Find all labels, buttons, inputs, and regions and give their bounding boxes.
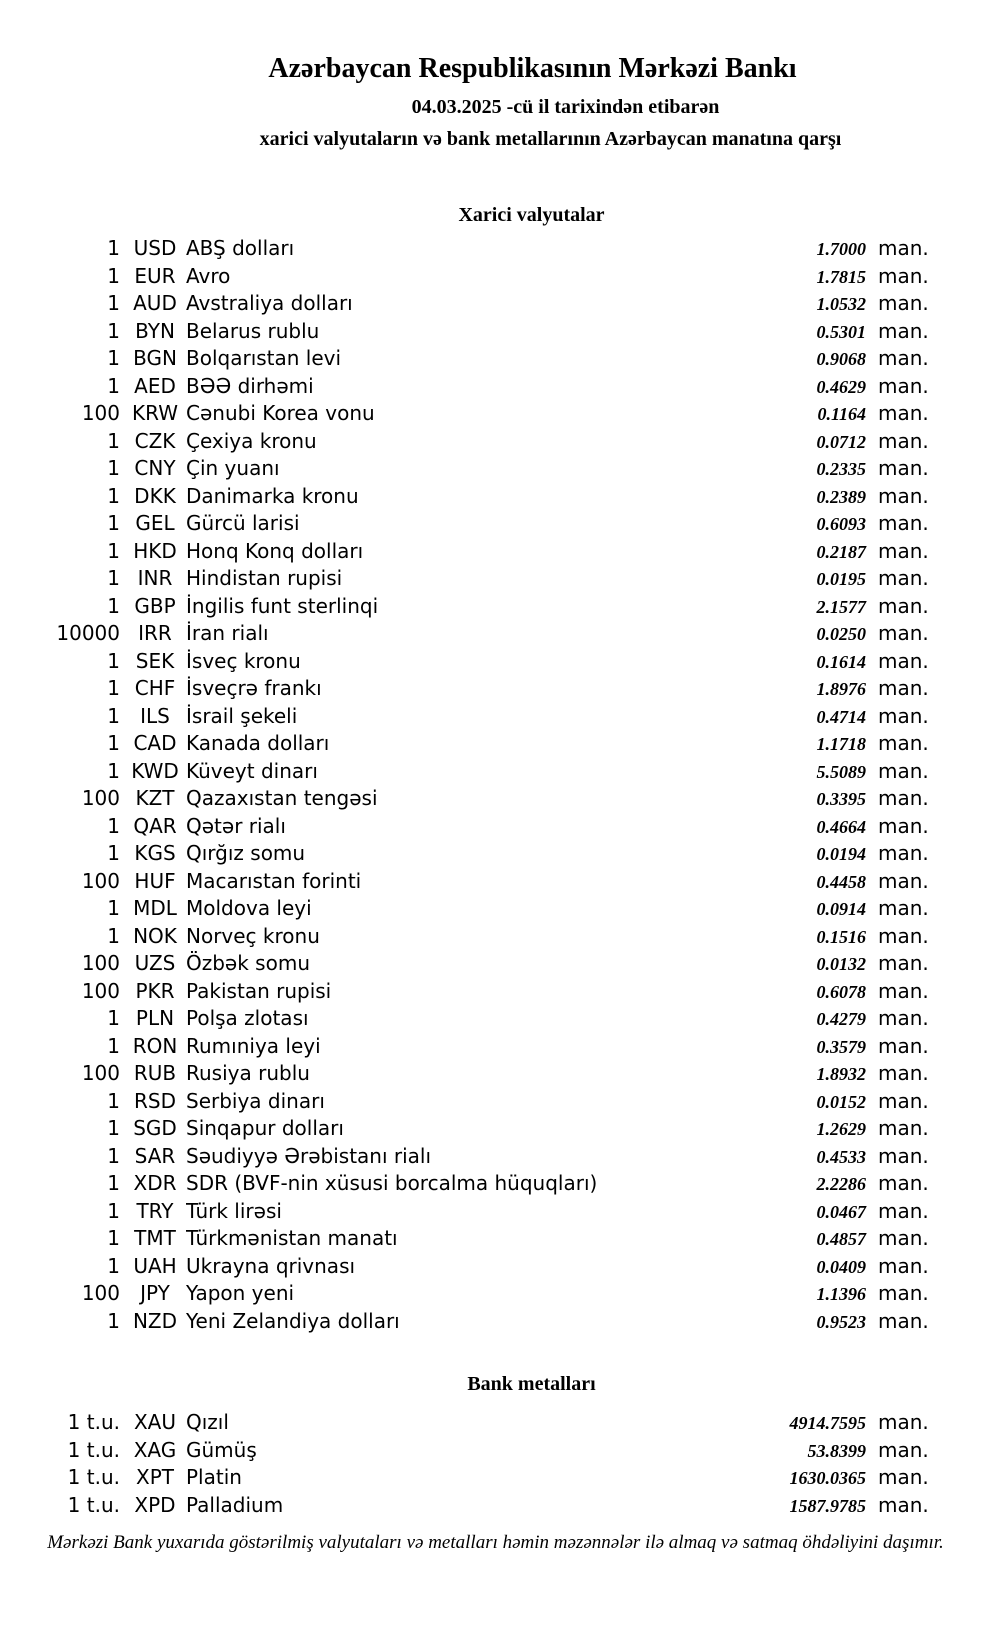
currency-row-rate: 0.0250 [816, 624, 866, 644]
metal-row-name: Qızıl [186, 1410, 229, 1434]
unit-label: man. [878, 813, 929, 838]
unit-label: man. [878, 923, 929, 948]
unit-label: man. [878, 483, 929, 508]
metals-section-heading: Bank metalları [467, 1373, 596, 1395]
currency-row-rate: 5.5089 [816, 761, 866, 782]
currency-row-name: İngilis funt sterlinqi [186, 593, 379, 618]
unit-label: man. [878, 648, 929, 673]
currency-row-code: BGN [133, 346, 177, 370]
currency-row-name: Ukrayna qrivnası [186, 1253, 356, 1278]
currency-row [0, 785, 933, 813]
currency-row [0, 428, 933, 456]
currency-row-quantity: 1 [107, 593, 120, 618]
currency-row-quantity: 1 [107, 483, 120, 508]
currency-row [0, 510, 933, 538]
currency-row-quantity: 1 [107, 1088, 120, 1113]
currency-row-rate: 1.1396 [816, 1284, 866, 1304]
currency-row-name: BƏƏ dirhəmi [186, 373, 314, 398]
currency-row-code: RON [132, 1033, 178, 1058]
currency-row-name: Yapon yeni [186, 1281, 295, 1305]
metal-row-rate: 1630.0365 [789, 1468, 866, 1488]
metal-row [0, 1409, 933, 1437]
metal-row-name: Palladium [186, 1492, 284, 1517]
currency-row-code: HKD [133, 538, 177, 563]
currency-row-code: KZT [135, 786, 175, 810]
currency-row-name: Norveç kronu [186, 923, 320, 948]
currency-row-code: BYN [135, 318, 175, 343]
unit-label: man. [878, 621, 929, 645]
currency-row-quantity: 1 [107, 538, 120, 563]
currency-row [0, 675, 933, 703]
currency-row-name: Səudiyyə Ərəbistanı rialı [186, 1143, 432, 1168]
currency-row [0, 703, 933, 731]
metal-row-name: Platin [186, 1465, 242, 1489]
currency-row-code: NZD [132, 1308, 178, 1333]
currency-row [0, 455, 933, 483]
currency-row-code: XDR [133, 1171, 177, 1195]
currency-row-name: Küveyt dinarı [186, 758, 318, 783]
currency-row-code: SAR [134, 1143, 176, 1168]
metal-row-quantity: 1 t.u. [67, 1410, 120, 1434]
currency-row-code: KRW [132, 401, 178, 425]
currency-row-quantity: 1 [107, 346, 120, 370]
currency-row [0, 1308, 933, 1336]
unit-label: man. [878, 676, 929, 700]
currency-row-name: SDR (BVF-nin xüsusi borcalma hüquqları) [186, 1171, 598, 1195]
unit-label: man. [878, 593, 929, 618]
unit-label: man. [878, 1253, 929, 1278]
unit-label: man. [878, 566, 929, 590]
currency-row [0, 648, 933, 676]
currency-row-quantity: 1 [107, 1171, 120, 1195]
currency-row [0, 1088, 933, 1116]
unit-label: man. [878, 1116, 929, 1140]
currencies-table [0, 235, 1005, 1335]
unit-label: man. [878, 1143, 929, 1168]
currency-row [0, 538, 933, 566]
currency-row-code: JPY [140, 1281, 170, 1305]
currency-row-rate: 1.7000 [816, 239, 866, 259]
currency-row [0, 730, 933, 758]
currency-row [0, 813, 933, 841]
currency-row-name: Cənubi Korea vonu [186, 401, 375, 425]
unit-label: man. [878, 841, 929, 865]
currency-row-code: UZS [134, 951, 176, 975]
currency-row-rate: 0.4664 [816, 816, 866, 837]
metal-row-rate: 1587.9785 [789, 1495, 866, 1516]
currency-row-code: TMT [134, 1226, 176, 1250]
currency-row-code: CZK [134, 428, 176, 453]
currency-row-rate: 0.6078 [816, 981, 866, 1002]
currency-row-quantity: 100 [81, 1061, 120, 1085]
currency-row-name: Sinqapur dolları [186, 1116, 344, 1140]
currency-row [0, 1198, 933, 1226]
unit-label: man. [878, 1033, 929, 1058]
currency-row [0, 1225, 933, 1253]
currency-row-name: Özbək somu [186, 951, 310, 975]
currency-row-code: MDL [133, 896, 177, 920]
currency-row-code: GBP [134, 593, 176, 618]
currency-row-rate: 0.1614 [816, 651, 866, 672]
currency-row-code: TRY [136, 1198, 174, 1223]
currency-row-code: RUB [133, 1061, 177, 1085]
currency-row-name: ABŞ dolları [186, 236, 295, 260]
currency-row-quantity: 1 [107, 236, 120, 260]
currency-row-quantity: 100 [81, 978, 120, 1003]
unit-label: man. [878, 291, 929, 315]
currency-row [0, 345, 933, 373]
unit-label: man. [878, 1281, 929, 1305]
currency-row-quantity: 1 [107, 1226, 120, 1250]
currency-row-code: HUF [134, 868, 176, 893]
currency-row-rate: 0.6093 [816, 514, 866, 534]
currency-row-quantity: 1 [107, 1116, 120, 1140]
currency-row-name: Bolqarıstan levi [186, 346, 342, 370]
currency-row [0, 235, 933, 263]
currency-row-name: Moldova leyi [186, 896, 312, 920]
currency-row-quantity: 1 [107, 1253, 120, 1278]
currency-row-code: USD [133, 236, 177, 260]
currency-row-rate: 0.2187 [816, 541, 866, 562]
currency-row-rate: 0.4458 [816, 871, 866, 892]
currency-row-code: KWD [131, 758, 179, 783]
scope-line: xarici valyutaların və bank metallarının Azərbaycan manatına qarşı [259, 128, 842, 150]
currency-row-name: Rumıniya leyi [186, 1033, 321, 1058]
unit-label: man. [878, 978, 929, 1003]
unit-label: man. [878, 373, 929, 398]
currency-row-quantity: 1 [107, 731, 120, 755]
currency-row-quantity: 1 [107, 648, 120, 673]
currency-row-rate: 0.2389 [816, 486, 866, 507]
currency-row-rate: 0.1516 [816, 926, 866, 947]
currency-row-code: QAR [133, 813, 177, 838]
currency-row-quantity: 100 [81, 868, 120, 893]
currency-row-name: İran rialı [186, 621, 269, 645]
currency-row-code: UAH [133, 1253, 177, 1278]
currency-row-name: Danimarka kronu [186, 483, 359, 508]
currency-row [0, 290, 933, 318]
currency-row-code: ILS [140, 703, 170, 728]
unit-label: man. [878, 538, 929, 563]
currency-row-quantity: 10000 [56, 621, 120, 645]
currency-row-quantity: 1 [107, 1143, 120, 1168]
currency-row-rate: 0.4714 [816, 706, 866, 727]
currency-row-quantity: 1 [107, 703, 120, 728]
currency-row [0, 1060, 933, 1088]
currency-row-rate: 0.9068 [816, 349, 866, 369]
currency-row-name: Pakistan rupisi [186, 978, 332, 1003]
currency-row-rate: 1.8976 [816, 679, 866, 699]
metal-row-quantity: 1 t.u. [67, 1437, 120, 1462]
unit-label: man. [878, 786, 929, 810]
currency-row-code: RSD [134, 1088, 176, 1113]
currency-row-code: IRR [138, 621, 172, 645]
currency-row-name: İsveçrə frankı [186, 676, 322, 700]
currency-row-code: CAD [133, 731, 177, 755]
currency-row-rate: 0.0152 [816, 1091, 866, 1112]
currency-row-code: PKR [135, 978, 175, 1003]
currency-row-name: Kanada dolları [186, 731, 330, 755]
currency-row-quantity: 1 [107, 813, 120, 838]
currency-row-quantity: 1 [107, 263, 120, 288]
currency-row [0, 483, 933, 511]
currency-row-quantity: 1 [107, 511, 120, 535]
unit-label: man. [878, 1308, 929, 1333]
currency-row-rate: 2.2286 [816, 1174, 866, 1194]
currency-row-rate: 0.5301 [816, 321, 866, 342]
currency-row-name: Macarıstan forinti [186, 868, 362, 893]
unit-label: man. [878, 758, 929, 783]
currency-row-name: Türkmənistan manatı [186, 1226, 398, 1250]
currency-row-name: Çin yuanı [186, 456, 280, 480]
currency-row-code: AED [134, 373, 176, 398]
currency-row-code: CNY [134, 456, 176, 480]
unit-label: man. [878, 1492, 929, 1517]
currency-row-code: NOK [133, 923, 177, 948]
currency-row-code: INR [137, 566, 173, 590]
currency-row-quantity: 1 [107, 841, 120, 865]
unit-label: man. [878, 401, 929, 425]
currency-row-rate: 1.1718 [816, 734, 866, 754]
currency-row-name: Qırğız somu [186, 841, 306, 865]
metal-row [0, 1437, 933, 1465]
currency-row-quantity: 100 [81, 786, 120, 810]
currency-row-name: Polşa zlotası [186, 1006, 309, 1030]
currency-row-rate: 0.4857 [816, 1229, 866, 1249]
currency-row-quantity: 1 [107, 923, 120, 948]
currency-row [0, 620, 933, 648]
currency-row-name: İsveç kronu [186, 648, 301, 673]
currency-row-quantity: 100 [81, 401, 120, 425]
unit-label: man. [878, 346, 929, 370]
currency-row [0, 1253, 933, 1281]
currency-row-quantity: 100 [81, 1281, 120, 1305]
metal-row-code: XAG [133, 1437, 177, 1462]
currency-row-rate: 0.0467 [816, 1201, 866, 1222]
unit-label: man. [878, 511, 929, 535]
currency-row [0, 895, 933, 923]
currency-row-code: KGS [134, 841, 176, 865]
currency-row [0, 868, 933, 896]
currency-row-name: Belarus rublu [186, 318, 320, 343]
currency-row [0, 263, 933, 291]
unit-label: man. [878, 896, 929, 920]
metal-row-quantity: 1 t.u. [67, 1492, 120, 1517]
currency-row-rate: 0.0409 [816, 1256, 866, 1277]
currency-row-name: Honq Konq dolları [186, 538, 364, 563]
currency-row-code: EUR [134, 263, 176, 288]
currency-row-quantity: 1 [107, 291, 120, 315]
unit-label: man. [878, 1437, 929, 1462]
metal-row-code: XAU [133, 1410, 177, 1434]
unit-label: man. [878, 236, 929, 260]
metal-row-rate: 4914.7595 [789, 1413, 866, 1433]
currency-row-rate: 0.0195 [816, 569, 866, 589]
currency-row-code: CHF [134, 676, 176, 700]
currency-row-rate: 0.4533 [816, 1146, 866, 1167]
currency-row-quantity: 1 [107, 456, 120, 480]
unit-label: man. [878, 951, 929, 975]
metal-row-code: XPT [136, 1465, 174, 1489]
unit-label: man. [878, 263, 929, 288]
currency-row-name: Çexiya kronu [186, 428, 317, 453]
currency-row-quantity: 1 [107, 566, 120, 590]
currency-row-quantity: 1 [107, 373, 120, 398]
unit-label: man. [878, 1226, 929, 1250]
currency-row-rate: 1.7815 [816, 266, 866, 287]
currency-row-name: Avro [186, 263, 231, 288]
currency-row-rate: 0.3579 [816, 1036, 866, 1057]
metal-row [0, 1464, 933, 1492]
currency-row-name: Qazaxıstan tengəsi [186, 786, 378, 810]
currency-row-name: Türk lirəsi [186, 1198, 282, 1223]
unit-label: man. [878, 1006, 929, 1030]
currency-row [0, 758, 933, 786]
currency-row-code: DKK [134, 483, 176, 508]
currency-row [0, 400, 933, 428]
currency-row [0, 593, 933, 621]
currency-row [0, 978, 933, 1006]
unit-label: man. [878, 456, 929, 480]
currency-row-name: Serbiya dinarı [186, 1088, 325, 1113]
unit-label: man. [878, 731, 929, 755]
currency-row-quantity: 1 [107, 758, 120, 783]
metal-row-quantity: 1 t.u. [67, 1465, 120, 1489]
currency-row-rate: 1.8932 [816, 1064, 866, 1084]
currency-row-code: PLN [135, 1006, 175, 1030]
currency-row-code: SEK [135, 648, 175, 673]
currency-row-name: Avstraliya dolları [186, 291, 353, 315]
currency-row-name: Qətər rialı [186, 813, 286, 838]
currency-row-quantity: 1 [107, 676, 120, 700]
currency-row-rate: 0.1164 [817, 404, 866, 424]
currency-row [0, 318, 933, 346]
currency-row-name: Hindistan rupisi [186, 566, 343, 590]
currency-row-rate: 1.2629 [816, 1119, 866, 1139]
effective-date-line: 04.03.2025 -cü il tarixindən etibarən [411, 96, 720, 118]
currency-row-quantity: 1 [107, 428, 120, 453]
currency-row-quantity: 1 [107, 1198, 120, 1223]
currency-row [0, 950, 933, 978]
unit-label: man. [878, 1410, 929, 1434]
unit-label: man. [878, 428, 929, 453]
unit-label: man. [878, 1465, 929, 1489]
currency-row [0, 840, 933, 868]
currency-row [0, 373, 933, 401]
currency-row [0, 1280, 933, 1308]
currency-row-rate: 2.1577 [816, 596, 866, 617]
currency-row [0, 1033, 933, 1061]
currency-row-rate: 1.0532 [816, 294, 866, 314]
currency-row-name: Rusiya rublu [186, 1061, 310, 1085]
currency-row-rate: 0.0712 [816, 431, 866, 452]
currency-row-name: İsrail şekeli [186, 703, 298, 728]
currency-row-rate: 0.3395 [816, 789, 866, 809]
unit-label: man. [878, 868, 929, 893]
currency-row-rate: 0.0132 [816, 954, 866, 974]
unit-label: man. [878, 1198, 929, 1223]
currency-row-quantity: 1 [107, 896, 120, 920]
currency-row-quantity: 1 [107, 1308, 120, 1333]
currency-row [0, 565, 933, 593]
page-title: Azərbaycan Respublikasının Mərkəzi Bankı [268, 53, 797, 84]
currency-row-rate: 0.0194 [816, 844, 866, 864]
unit-label: man. [878, 318, 929, 343]
currency-row [0, 923, 933, 951]
metal-row [0, 1492, 933, 1520]
currency-row-rate: 0.2335 [816, 459, 866, 479]
currency-row-quantity: 1 [107, 1006, 120, 1030]
currency-row-quantity: 1 [107, 1033, 120, 1058]
currencies-section-heading: Xarici valyutalar [458, 204, 605, 226]
currency-row-rate: 0.4279 [816, 1009, 866, 1029]
currency-row-code: SGD [133, 1116, 177, 1140]
metal-row-code: XPD [134, 1492, 176, 1517]
currency-row-name: Yeni Zelandiya dolları [186, 1308, 400, 1333]
unit-label: man. [878, 703, 929, 728]
currency-row-rate: 0.4629 [816, 376, 866, 397]
currency-row-quantity: 100 [81, 951, 120, 975]
currency-row [0, 1005, 933, 1033]
currency-row-rate: 0.0914 [816, 899, 866, 919]
metal-row-name: Gümüş [186, 1437, 257, 1462]
currency-row-code: AUD [133, 291, 177, 315]
currency-row [0, 1143, 933, 1171]
currency-row-rate: 0.9523 [816, 1311, 866, 1332]
currency-row [0, 1115, 933, 1143]
currency-row-name: Gürcü larisi [186, 511, 300, 535]
footer-note: Mərkəzi Bank yuxarıda göstərilmiş valyutaları və metalları həmin məzənnələr ilə almaq və satmaq öhdəliyini daşımır. [47, 1532, 944, 1553]
unit-label: man. [878, 1088, 929, 1113]
currency-row-quantity: 1 [107, 318, 120, 343]
currency-row-code: GEL [135, 511, 175, 535]
unit-label: man. [878, 1061, 929, 1085]
currency-row [0, 1170, 933, 1198]
metal-row-rate: 53.8399 [807, 1440, 866, 1461]
metals-table [0, 1409, 1005, 1519]
unit-label: man. [878, 1171, 929, 1195]
